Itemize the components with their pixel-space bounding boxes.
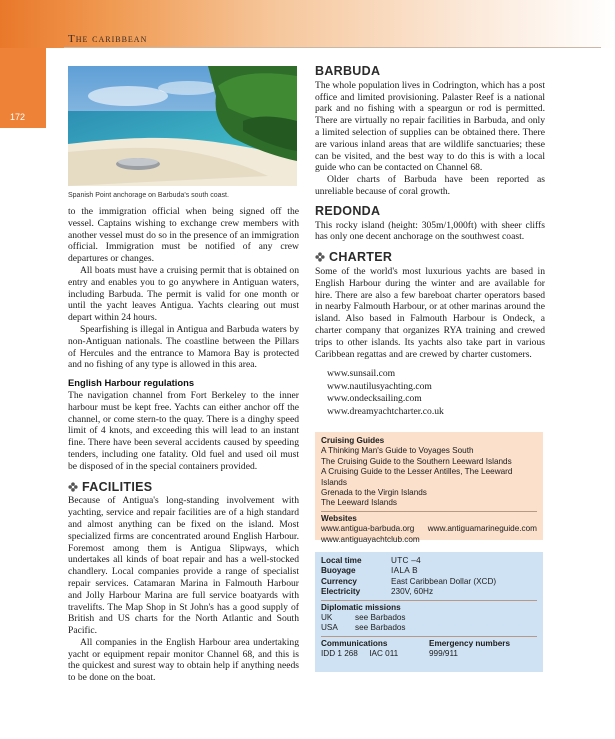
right-column <box>315 66 545 418</box>
website-link[interactable]: www.antiguayachtclub.com <box>321 534 420 544</box>
paragraph: The whole population lives in Codrington, which has a post office and limited provisioning. Palaster Reef is a national park and no fishing with a speargun or rod is permitted. There are virtually no repair facilities in Barbuda, and only a limited selection of supplies can be obtained there. There are various inland areas that are wildlife sanctuaries; these can be visited, and the best way to do this is with a local guide who can be contacted on Channel 68. <box>315 79 545 174</box>
redonda-heading: REDONDA <box>315 203 381 218</box>
paragraph: Because of Antigua's long-standing involvement with yachting, service and repair facilities are of a high standard and almost anything can be fixed on the island. Most specialized firms are concentrated around English Harbour. Foremost among them is Antigua Slipways, which undertakes all kinds of boat repair and has a well-stocked chandlery. Local companies provide a range of specialist repair services. Catamaran Marina in Falmouth Harbour and Jolly Harbour Marina are full service boatyards with travelifts. The Map Shop in St John's has a good supply of British and US charts for the North Atlantic and South Pacific. <box>68 495 299 637</box>
facilities-heading <box>68 481 299 494</box>
charter-url-link[interactable]: www.ondecksailing.com <box>327 393 422 405</box>
diplomatic-grid <box>321 613 537 634</box>
guide-item: The Cruising Guide to the Southern Leeward Islands <box>321 456 512 466</box>
website-link[interactable]: www.antiguamarineguide.com <box>427 524 537 534</box>
fact-label: Buoyage <box>321 566 356 576</box>
diplomatic-country: UK <box>321 613 333 623</box>
diplomatic-value: see Barbados <box>355 613 406 623</box>
websites-heading: Websites <box>321 513 357 523</box>
left-column <box>68 206 299 684</box>
fact-value: 230V, 60Hz <box>391 587 434 597</box>
fact-label: Electricity <box>321 587 361 597</box>
cruising-guides-heading: Cruising Guides <box>321 436 385 445</box>
paragraph: This rocky island (height: 305m/1,000ft) with sheer cliffs has only one decent anchorage on the southwest coast. <box>315 219 545 243</box>
charter-heading-text: CHARTER <box>329 250 393 265</box>
header-rule <box>64 47 601 48</box>
fact-value: East Caribbean Dollar (XCD) <box>391 576 497 586</box>
barbuda-heading: BARBUDA <box>315 64 381 78</box>
diplomatic-heading: Diplomatic missions <box>321 602 401 612</box>
facilities-heading-text: FACILITIES <box>82 479 153 494</box>
facts-grid <box>321 556 537 598</box>
paragraph: Older charts of Barbuda have been reported as unreliable because of coral growth. <box>315 174 545 197</box>
guide-item: Grenada to the Virgin Islands <box>321 488 427 498</box>
emergency-heading: Emergency numbers <box>429 638 510 648</box>
emergency-value: 999/911 <box>429 649 458 659</box>
paragraph: to the immigration official when being signed off the vessel. Captains wishing to exchange crew members with another vessel must do so in the presence of an immigration official. Immigration must be notified of any crew departures or changes. <box>68 206 299 265</box>
communications-value: IDD 1 268 IAC 011 <box>321 649 399 659</box>
charter-heading <box>315 251 545 264</box>
divider <box>321 636 537 637</box>
fact-label: Currency <box>321 576 357 586</box>
charter-url-link[interactable]: www.sunsail.com <box>327 368 396 380</box>
photo-caption: Spanish Point anchorage on Barbuda's south coast. <box>68 192 229 199</box>
charter-url-link[interactable]: www.dreamyachtcharter.co.uk <box>327 405 444 417</box>
country-facts-box <box>315 552 543 672</box>
charter-url-link[interactable]: www.nautilusyachting.com <box>327 380 432 392</box>
communications-heading: Communications <box>321 638 388 648</box>
section-flower-icon <box>68 482 78 492</box>
communications-row <box>321 639 537 660</box>
website-link[interactable]: www.antigua-barbuda.org <box>321 524 415 534</box>
beach-photo-illustration <box>68 66 297 186</box>
page-number: 172 <box>10 112 26 122</box>
cruising-guides-box <box>315 432 543 544</box>
diplomatic-value: see Barbados <box>355 623 406 633</box>
divider <box>321 511 537 512</box>
barbuda-photo <box>68 66 297 186</box>
charter-url-list <box>327 368 545 418</box>
guide-item: A Thinking Man's Guide to Voyages South <box>321 446 474 456</box>
paragraph: The navigation channel from Fort Berkeley to the inner harbour must be kept free. Yachts can either anchor off the channel, or come stern-to the quay. There is a dinghy speed limit of 4 knots, and exceeding this will lead to an instant fine. There have been several accidents caused by speeding tenders, including one fatality. Old fuel and used oil must be disposed of in the special containers provided. <box>68 389 299 472</box>
fact-value: UTC –4 <box>391 556 422 565</box>
english-harbour-subheading: English Harbour regulations <box>68 377 195 389</box>
section-flower-icon <box>315 252 325 262</box>
paragraph: Some of the world's most luxurious yachts are based in English Harbour during the winter and are available for hire. There are also a few bareboat charter operators based in nearby Falmouth Harbour, or at other marinas around the island. Also based in Falmouth Harbour is Ondeck, a charter company that organizes RYA training and crewed trips to other islands. Its yachts also take part in various Caribbean regattas and are crewed by charter customers. <box>315 265 545 360</box>
paragraph: Spearfishing is illegal in Antigua and Barbuda waters by non-Antiguan nationals. The coastline between the Pillars of Hercules and the entrance to Mamora Bay is protected and no fishing of any type is allowed in this area. <box>68 323 299 371</box>
guide-item: The Leeward Islands <box>321 498 398 508</box>
paragraph: All companies in the English Harbour area undertaking yacht or equipment repair monitor Channel 68, and this is the quickest and surest way to obtain help if anything needs to be done on the boat. <box>68 636 299 684</box>
fact-value: IALA B <box>391 566 418 576</box>
diplomatic-country: USA <box>321 623 338 633</box>
websites-row <box>321 524 537 534</box>
divider <box>321 600 537 601</box>
running-header: The caribbean <box>68 33 148 45</box>
paragraph: All boats must have a cruising permit that is obtained on entry and enables you to go anywhere in Antiguan waters, including Barbuda. The permit is valid for one month or until the yacht leaves Antigua. Yachts clearing out must depart within 24 hours. <box>68 264 299 324</box>
guide-item: A Cruising Guide to the Lesser Antilles, The Leeward Islands <box>321 467 513 487</box>
fact-label: Local time <box>321 556 362 565</box>
